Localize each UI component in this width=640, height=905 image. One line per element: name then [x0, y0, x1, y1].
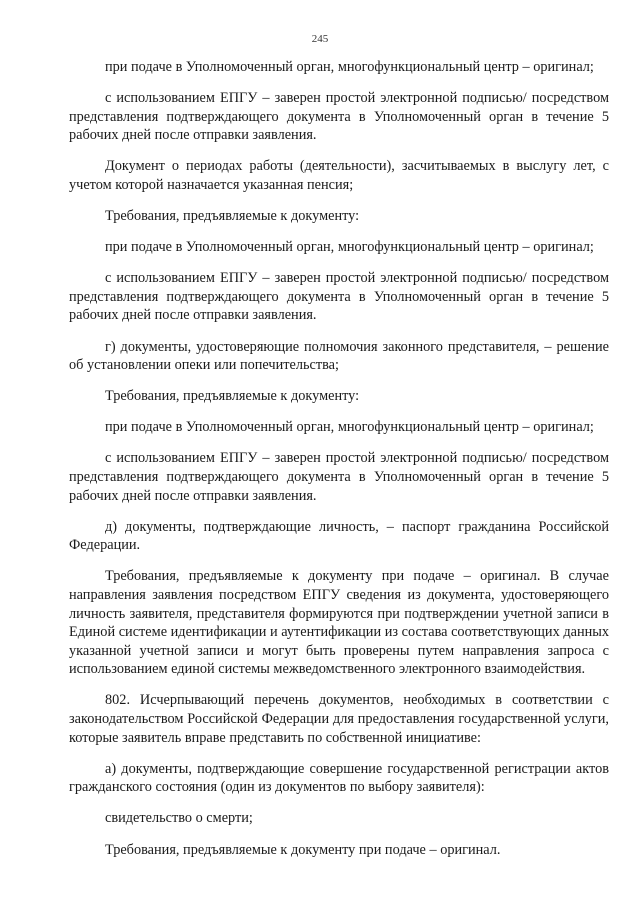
paragraph: с использованием ЕПГУ – заверен простой электронной подписью/ посредством представления подтверждающего документа в Уполномоченный орган в течение 5 рабочих дней после отправки заявления.: [69, 270, 609, 324]
paragraph: Требования, предъявляемые к документу при подаче – оригинал.: [105, 841, 501, 858]
paragraph: Документ о периодах работы (деятельности), засчитываемых в выслугу лет, с учетом которой назначается указанная пенсия;: [69, 158, 609, 193]
document-body: [69, 58, 609, 872]
paragraph: при подаче в Уполномоченный орган, многофункциональный центр – оригинал;: [105, 59, 594, 75]
paragraph: Требования, предъявляемые к документу:: [105, 208, 360, 225]
paragraph: г) документы, удостоверяющие полномочия законного представителя, – решение об установлении опеки или попечительства;: [69, 338, 609, 374]
paragraph: Требования, предъявляемые к документу при подаче – оригинал. В случае направления заявления посредством ЕПГУ сведения из документа, удостоверяющего личность заявителя, представителя формируются при подтверждении учетной записи в Единой системе идентификации и аутентификации из состава соответствующих данных указанной учетной записи и могут быть проверены путем направления запроса с использованием единой системы межведомственного электронного взаимодействия.: [69, 568, 609, 678]
paragraph: 802. Исчерпывающий перечень документов, необходимых в соответствии с законодательством Российской Федерации для предоставления государственной услуги, которые заявитель вправе представить по собственной инициативе:: [69, 692, 609, 746]
paragraph: с использованием ЕПГУ – заверен простой электронной подписью/ посредством представления подтверждающего документа в Уполномоченный орган в течение 5 рабочих дней после отправки заявления.: [69, 450, 609, 504]
paragraph: а) документы, подтверждающие совершение государственной регистрации актов гражданского состояния (один из документов по выбору заявителя):: [69, 760, 609, 796]
page-number: 245: [311, 33, 329, 45]
paragraph: с использованием ЕПГУ – заверен простой электронной подписью/ посредством представления подтверждающего документа в Уполномоченный орган в течение 5 рабочих дней после отправки заявления.: [69, 90, 609, 144]
paragraph: Требования, предъявляемые к документу:: [105, 388, 360, 405]
paragraph: д) документы, подтверждающие личность, – паспорт гражданина Российской Федерации.: [69, 518, 609, 554]
paragraph: при подаче в Уполномоченный орган, многофункциональный центр – оригинал;: [105, 239, 594, 256]
paragraph: при подаче в Уполномоченный орган, многофункциональный центр – оригинал;: [105, 419, 594, 436]
paragraph: свидетельство о смерти;: [105, 810, 253, 827]
